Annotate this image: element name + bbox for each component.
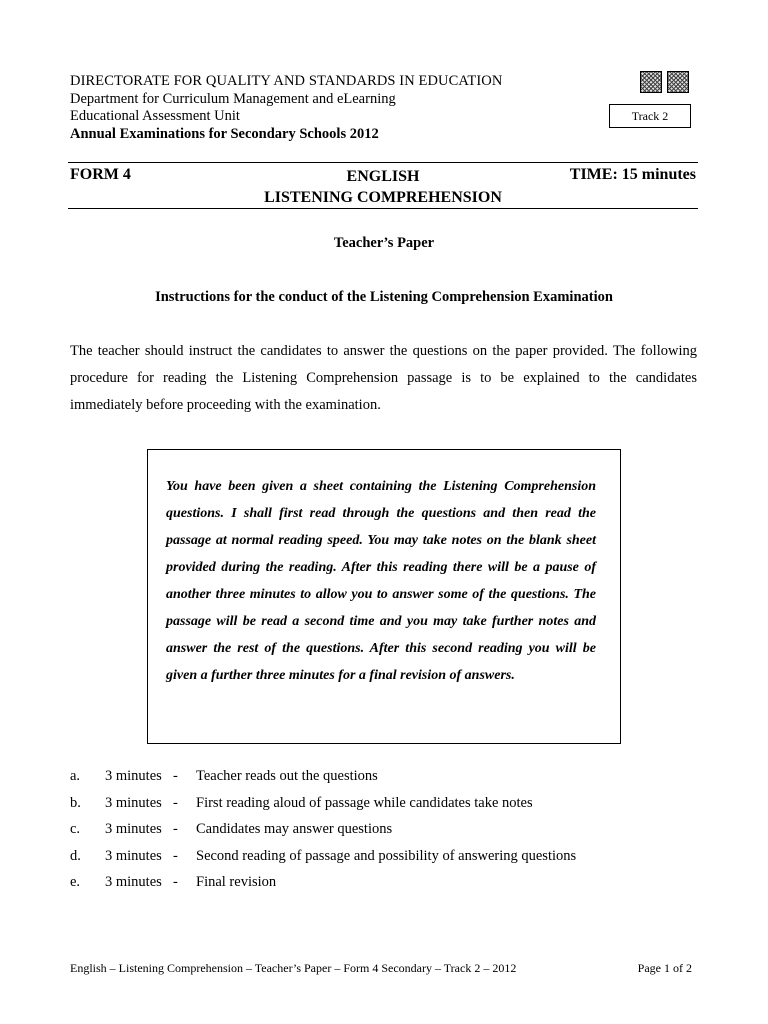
unit-name: Educational Assessment Unit <box>70 108 240 124</box>
exam-title: Annual Examinations for Secondary Schools 2012 <box>70 125 379 142</box>
title-bar <box>70 166 696 206</box>
read-aloud-text: You have been given a sheet containing the Listening Comprehension questions. I shall first read through the questions and then read the passage at normal reading speed. You may take notes on the blank sheet provided during the reading. After this reading there will be a pause of another three minutes to allow you to answer some of the questions. The passage will be read a second time and you may take further notes and answer the rest of the questions. After this second reading you will be given a further three minutes for a final revision of answers. <box>166 479 596 683</box>
footer-text: English – Listening Comprehension – Teacher’s Paper – Form 4 Secondary – Track 2 – 2012 <box>70 961 517 975</box>
crest-logo-icon <box>667 71 689 93</box>
step-description: First reading aloud of passage while candidates take notes <box>196 794 533 811</box>
time-label: TIME: 15 minutes <box>569 166 696 183</box>
form-label: FORM 4 <box>70 166 131 183</box>
step-dash: - <box>173 874 178 891</box>
step-letter: a. <box>70 768 81 784</box>
crest-logo-icon <box>640 71 662 93</box>
step-duration: 3 minutes <box>105 794 162 811</box>
step-dash: - <box>173 821 178 838</box>
paper-type-heading: Teacher’s Paper <box>333 235 435 251</box>
department-name: Department for Curriculum Management and eLearning <box>70 90 396 107</box>
track-label-box: Track 2 <box>609 104 691 128</box>
step-dash: - <box>173 794 178 811</box>
step-letter: b. <box>70 794 81 811</box>
step-duration: 3 minutes <box>105 768 162 784</box>
bottom-rule <box>68 208 698 209</box>
directorate-name: DIRECTORATE FOR QUALITY AND STANDARDS IN EDUCATION <box>70 73 503 89</box>
step-letter: e. <box>70 874 81 891</box>
list-item <box>70 795 710 822</box>
page-number: Page 1 of 2 <box>637 961 692 975</box>
list-item <box>70 848 710 875</box>
step-duration: 3 minutes <box>105 874 162 891</box>
step-description: Second reading of passage and possibility of answering questions <box>196 847 577 864</box>
intro-paragraph: The teacher should instruct the candidates to answer the questions on the paper provided. The following procedure for reading the Listening Comprehension passage is to be explained to the candidates immediately before proceeding with the examination. <box>70 343 697 413</box>
crest-logo <box>640 71 689 93</box>
list-item <box>70 768 710 795</box>
step-letter: d. <box>70 847 81 864</box>
list-item <box>70 874 710 901</box>
step-dash: - <box>173 847 178 864</box>
step-description: Teacher reads out the questions <box>196 768 378 784</box>
document-header <box>70 73 590 143</box>
instructions-heading: Instructions for the conduct of the Listening Comprehension Examination <box>155 289 613 305</box>
procedure-list <box>70 768 710 901</box>
step-letter: c. <box>70 821 81 838</box>
top-rule <box>68 162 698 163</box>
step-description: Candidates may answer questions <box>196 821 393 838</box>
list-item <box>70 821 710 848</box>
subject-name: ENGLISH <box>346 168 420 185</box>
step-duration: 3 minutes <box>105 821 162 838</box>
step-dash: - <box>173 768 178 784</box>
paper-name: LISTENING COMPREHENSION <box>264 189 502 206</box>
step-duration: 3 minutes <box>105 847 162 864</box>
step-description: Final revision <box>196 874 277 891</box>
read-aloud-box <box>147 449 621 744</box>
